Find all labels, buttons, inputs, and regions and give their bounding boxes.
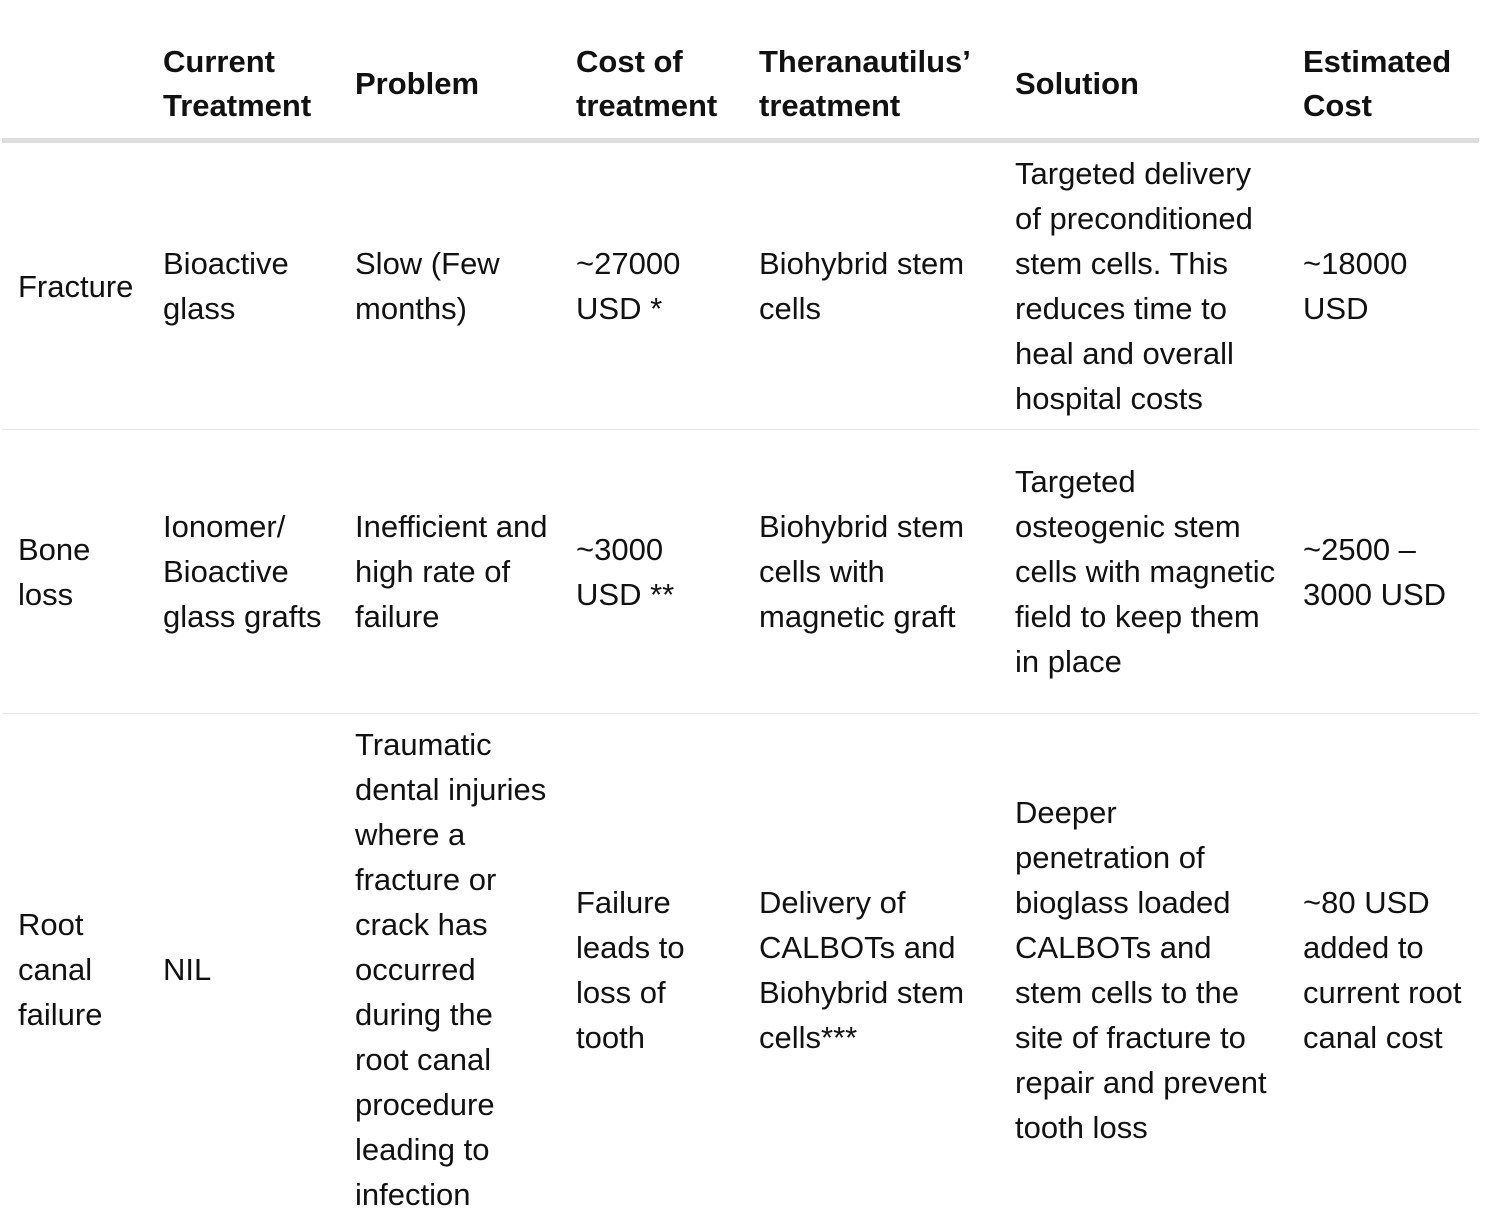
cell-estimated-cost: ~80 USD added to current root canal cost: [1287, 714, 1479, 1225]
table-body: [2, 141, 1479, 1225]
table-header: [2, 40, 1479, 141]
cell-estimated-cost: ~18000 USD: [1287, 141, 1479, 430]
cell-solution: Deeper penetration of bioglass loaded CALBOTs and stem cells to the site of fracture to repair and prevent tooth loss: [999, 714, 1287, 1225]
cell-solution: Targeted delivery of preconditioned stem cells. This reduces time to heal and overall hospital costs: [999, 141, 1287, 430]
cell-estimated-cost: ~2500 – 3000 USD: [1287, 430, 1479, 714]
header-solution: Solution: [999, 40, 1287, 141]
cell-cost-of-treatment: Failure leads to loss of tooth: [560, 714, 743, 1225]
header-row: [2, 40, 1479, 141]
cell-theranautilus-treatment: Biohybrid stem cells: [743, 141, 999, 430]
cell-cost-of-treatment: ~3000 USD **: [560, 430, 743, 714]
table-row: [2, 141, 1479, 430]
cell-solution: Targeted osteogenic stem cells with magnetic field to keep them in place: [999, 430, 1287, 714]
cell-problem: Traumatic dental injuries where a fracture or crack has occurred during the root canal procedure leading to infection: [339, 714, 560, 1225]
header-theranautilus-treatment: Theranautilus’ treatment: [743, 40, 999, 141]
header-estimated-cost: Estimated Cost: [1287, 40, 1479, 141]
cell-current-treatment: Ionomer/ Bioactive glass grafts: [147, 430, 339, 714]
cell-problem: Inefficient and high rate of failure: [339, 430, 560, 714]
header-cost-of-treatment: Cost of treatment: [560, 40, 743, 141]
cell-problem: Slow (Few months): [339, 141, 560, 430]
table-row: [2, 430, 1479, 714]
cell-current-treatment: NIL: [147, 714, 339, 1225]
comparison-table-container: [2, 40, 1479, 1225]
cell-cost-of-treatment: ~27000 USD *: [560, 141, 743, 430]
header-condition: [2, 40, 147, 141]
table-row: [2, 714, 1479, 1225]
treatment-comparison-table: [2, 40, 1479, 1225]
cell-condition: Bone loss: [2, 430, 147, 714]
cell-current-treatment: Bioactive glass: [147, 141, 339, 430]
cell-condition: Fracture: [2, 141, 147, 430]
header-current-treatment: Current Treatment: [147, 40, 339, 141]
cell-theranautilus-treatment: Biohybrid stem cells with magnetic graft: [743, 430, 999, 714]
header-problem: Problem: [339, 40, 560, 141]
cell-condition: Root canal failure: [2, 714, 147, 1225]
cell-theranautilus-treatment: Delivery of CALBOTs and Biohybrid stem cells***: [743, 714, 999, 1225]
